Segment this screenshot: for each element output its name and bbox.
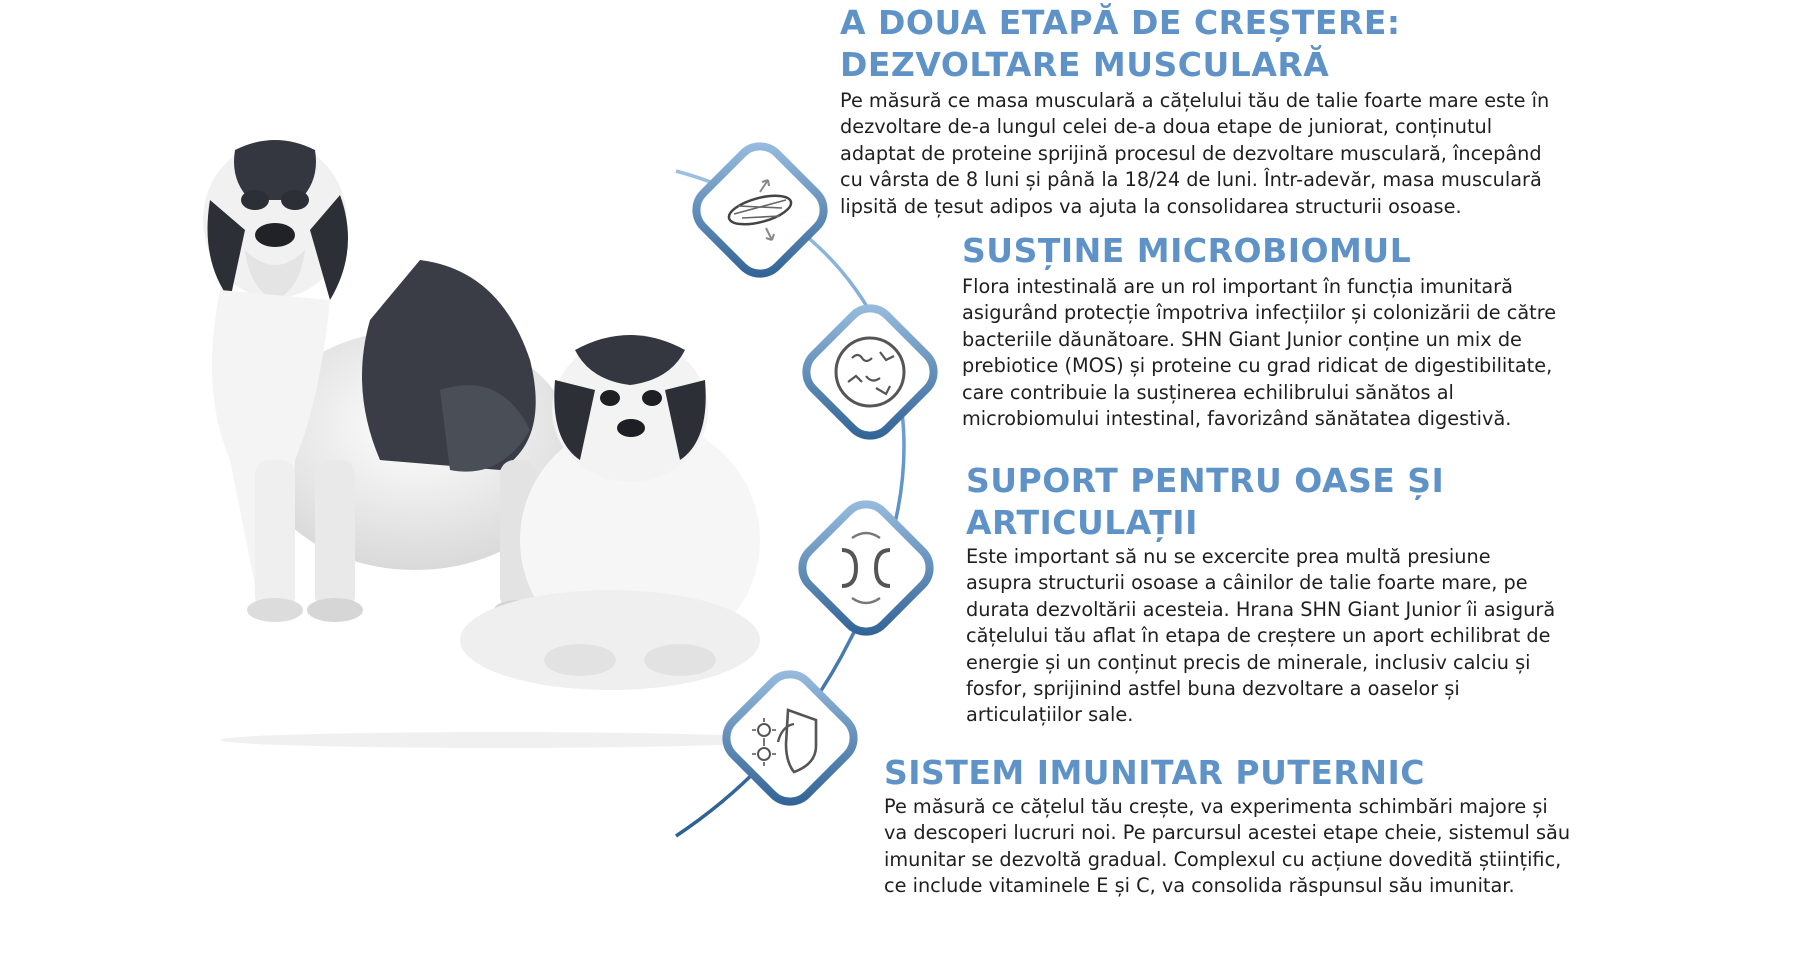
section-title-line: SISTEM IMUNITAR PUTERNIC [884,753,1425,792]
body-line: articulațiilor sale. [966,703,1134,727]
section-microbiome [962,230,1722,432]
body-line: cu vârsta de 8 luni și până la 18/24 de luni. Într-adevăr, masa musculară [840,168,1542,192]
section-immune-system [884,752,1744,900]
muscle-icon [686,136,833,283]
microbiome-icon [796,298,943,445]
section-muscle-development [840,2,1680,220]
section-title [884,752,1744,794]
body-line: prebiotice (MOS) și proteine cu grad ridicat de digestibilitate, [962,354,1553,378]
section-body [966,544,1726,729]
section-body [840,88,1680,220]
body-line: lipsită de țesut adipos va ajuta la consolidarea structurii osoase. [840,194,1462,218]
body-line: ce include vitaminele E și C, va consolida răspunsul său imunitar. [884,874,1515,898]
section-title-line: SUSȚINE MICROBIOMUL [962,231,1412,270]
section-title [840,2,1680,86]
body-line: Pe măsură ce masa musculară a cățelului tău de talie foarte mare este în [840,89,1550,112]
section-bones-joints [966,460,1726,729]
section-title-line: SUPORT PENTRU OASE ȘI [966,461,1445,500]
section-title [962,230,1722,272]
body-line: Flora intestinală are un rol important în funcția imunitară [962,275,1513,298]
body-line: bacteriile dăunătoare. SHN Giant Junior conține un mix de [962,327,1522,351]
body-line: microbiomului intestinal, favorizând sănătatea digestivă. [962,407,1512,431]
section-title [966,460,1726,544]
body-line: durata dezvoltării acesteia. Hrana SHN Giant Junior îi asigură [966,597,1556,621]
body-line: fosfor, sprijinind astfel buna dezvoltare a oaselor și [966,677,1460,701]
body-line: asupra structurii osoase a câinilor de talie foarte mare, pe [966,571,1528,595]
body-line: care contribuie la susținerea echilibrului sănătos al [962,380,1454,404]
body-line: adaptat de proteine sprijină procesul de dezvoltare musculară, începând [840,141,1542,165]
body-line: energie și un conținut precis de minerale, inclusiv calciu și [966,650,1531,674]
section-body [884,794,1744,900]
body-line: dezvoltare de-a lungul celei de-a doua etape de juniorat, conținutul [840,115,1493,139]
body-line: Pe măsură ce cățelul tău crește, va experimenta schimbări majore și [884,795,1548,818]
section-title-line: A DOUA ETAPĂ DE CREȘTERE: [840,3,1401,42]
section-title-line: DEZVOLTARE MUSCULARĂ [840,45,1330,84]
body-line: cățelului tău aflat în etapa de creștere un aport echilibrat de [966,624,1551,648]
section-body [962,274,1722,432]
section-title-line: ARTICULAȚII [966,503,1198,542]
body-line: imunitar se dezvoltă gradual. Complexul cu acțiune dovedită științific, [884,847,1562,871]
body-line: va descoperi lucruri noi. Pe parcursul acestei etape cheie, sistemul său [884,821,1571,845]
body-line: Este important să nu se excercite prea multă presiune [966,545,1491,568]
joint-icon [792,494,939,641]
body-line: asigurând protecție împotriva infecțiilor și colonizării de către [962,301,1557,325]
